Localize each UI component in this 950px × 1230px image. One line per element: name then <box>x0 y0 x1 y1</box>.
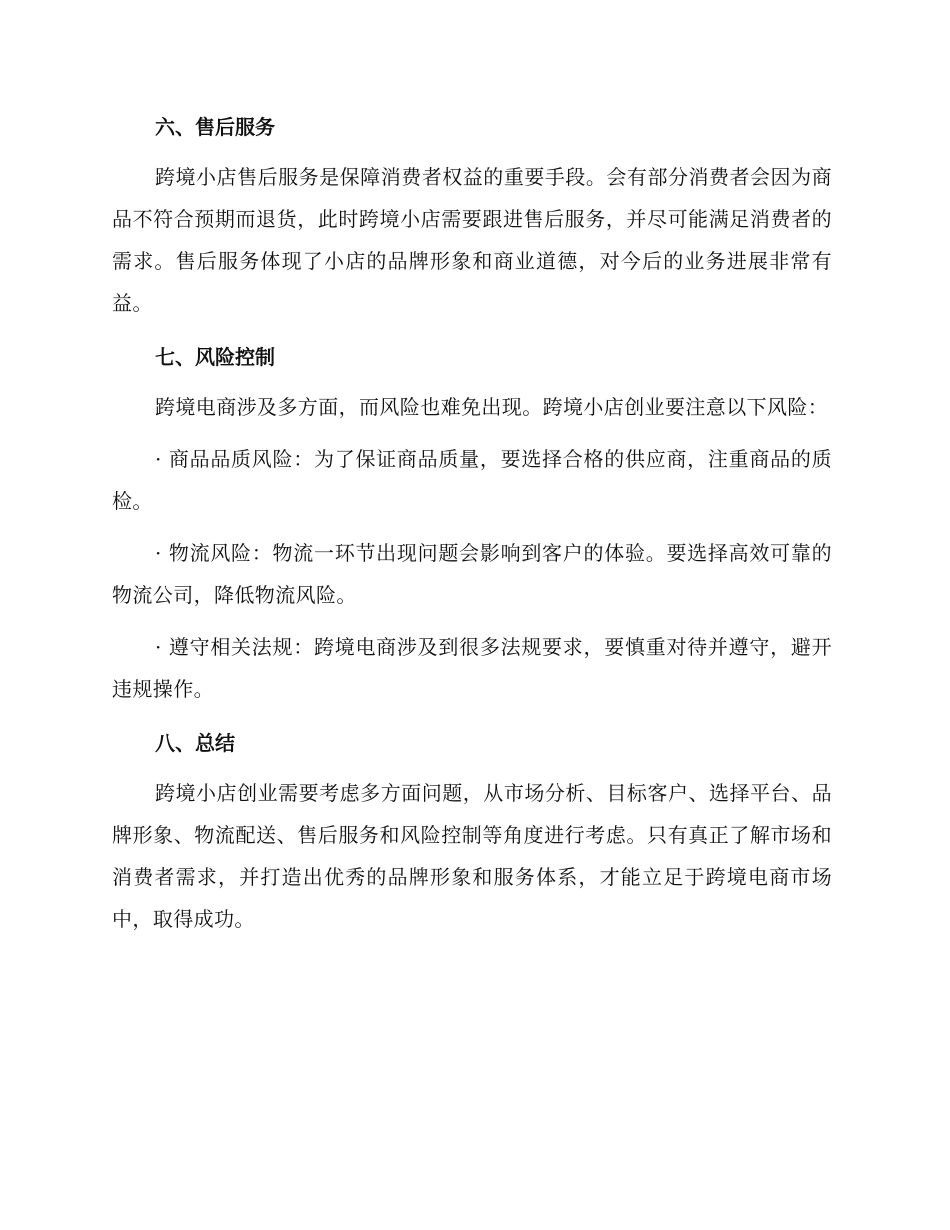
document-page <box>112 108 832 950</box>
section-heading-summary: 八、总结 <box>155 731 235 755</box>
paragraph-after-sales: 跨境小店售后服务是保障消费者权益的重要手段。会有部分消费者会因为商品不符合预期而退货，此时跨境小店需要跟进售后服务，并尽可能满足消费者的需求。售后服务体现了小店的品牌形象和商业道德，对今后的业务进展非常有益。 <box>112 165 832 315</box>
bullet-item-quality-risk: · 商品品质风险：为了保证商品质量，要选择合格的供应商，注重商品的质检。 <box>112 447 832 513</box>
paragraph-risk-intro: 跨境电商涉及多方面，而风险也难免出现。跨境小店创业要注意以下风险： <box>155 395 829 419</box>
section-heading-risk-control: 七、风险控制 <box>155 345 275 369</box>
section-heading-after-sales: 六、售后服务 <box>155 115 275 139</box>
bullet-item-regulations: · 遵守相关法规：跨境电商涉及到很多法规要求，要慎重对待并遵守，避开违规操作。 <box>112 635 832 701</box>
bullet-item-logistics-risk: · 物流风险：物流一环节出现问题会影响到客户的体验。要选择高效可靠的物流公司，降低物流风险。 <box>112 541 832 607</box>
paragraph-summary: 跨境小店创业需要考虑多方面问题，从市场分析、目标客户、选择平台、品牌形象、物流配送、售后服务和风险控制等角度进行考虑。只有真正了解市场和消费者需求，并打造出优秀的品牌形象和服务体系，才能立足于跨境电商市场中，取得成功。 <box>112 781 832 931</box>
